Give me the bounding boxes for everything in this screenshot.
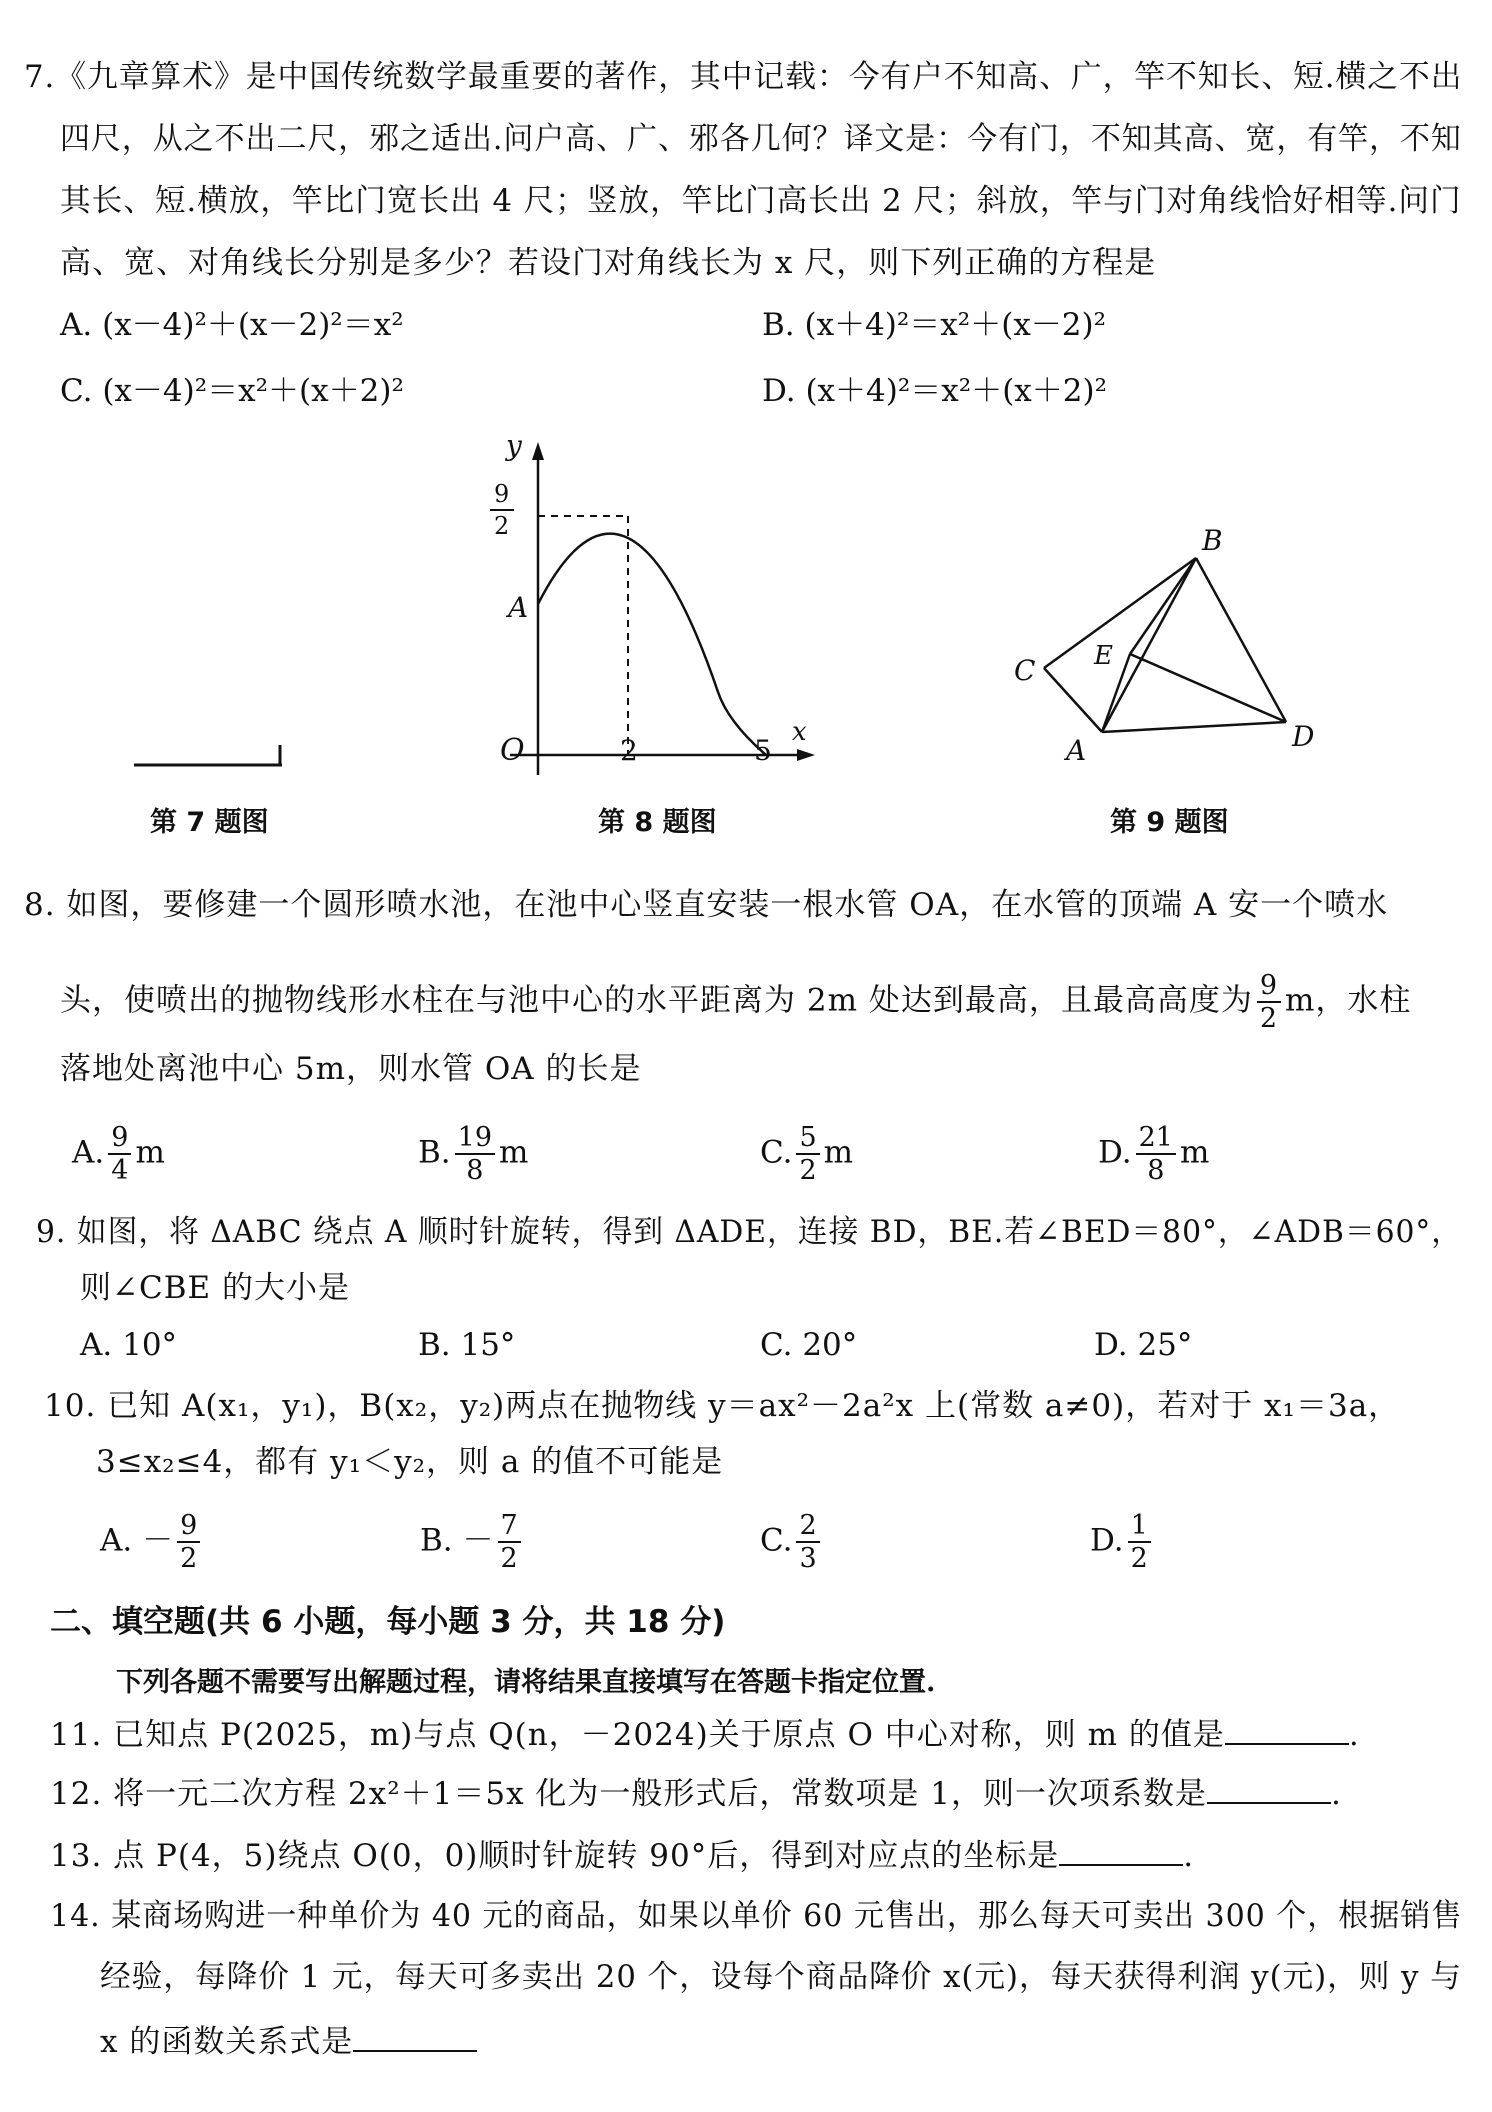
option-fraction [455,1122,495,1186]
fraction-numerator: 2 [796,1510,819,1543]
q7-option-c: C. (x－4)²＝x²＋(x＋2)² [60,373,404,409]
option-label: C. [760,1134,793,1171]
tick-5-label: 5 [754,734,772,767]
q7-option-a: A. (x－4)²＋(x－2)²＝x² [60,307,404,343]
fig9-caption: 第 9 题图 [1110,807,1229,838]
vertex-b-label: B [1202,524,1223,557]
fraction-denominator: 2 [1259,1003,1279,1034]
option-fraction [1136,1122,1176,1186]
option-fraction [796,1510,819,1574]
fraction-denominator: 2 [180,1543,198,1574]
fraction-numerator: 19 [455,1122,495,1155]
fraction-denominator: 2 [1130,1543,1148,1574]
segment-ab [1102,558,1196,732]
parabola-curve [538,534,766,755]
q7-option-b: B. (x＋4)²＝x²＋(x－2)² [762,307,1107,343]
q12-answer-blank[interactable] [1207,1774,1331,1804]
option-label: A. － [100,1522,174,1559]
option-unit: m [823,1134,854,1171]
q13-text: 13. 点 P(4，5)绕点 O(0，0)顺时针旋转 90°后，得到对应点的坐标是 [50,1838,1060,1874]
q7-line-1: 7.《九章算术》是中国传统数学最重要的著作，其中记载：今有户不知高、广，竿不知长、短.横之不出 [24,59,1463,95]
fraction-numerator: 9 [177,1510,200,1543]
option-unit: m [1179,1134,1210,1171]
q14-answer-blank[interactable] [353,2022,477,2052]
option-label: C. [760,1522,793,1559]
segment-bd [1196,558,1286,722]
q8-option-c [760,1122,853,1186]
q7-line-2: 四尺，从之不出二尺，邪之适出.问户高、广、邪各几何？译文是：今有门，不知其高、宽，有竿，不知 [60,121,1462,157]
option-fraction [108,1122,131,1186]
q10-option-a [100,1510,204,1574]
q9-option-a: A. 10° [80,1327,178,1363]
q8-line-2-suffix: m，水柱 [1285,982,1412,1019]
fraction-denominator: 2 [500,1543,518,1574]
fraction-denominator: 8 [466,1155,484,1186]
segment-cb [1044,558,1196,668]
option-label: D. [1098,1134,1132,1171]
fraction-numerator: 7 [498,1510,521,1543]
fig8-caption: 第 8 题图 [598,807,717,838]
q9-option-c: C. 20° [760,1327,858,1363]
q14-line-3 [100,2022,477,2061]
q8-option-d [1098,1122,1209,1186]
q12-text: 12. 将一元二次方程 2x²＋1＝5x 化为一般形式后，常数项是 1，则一次项系数是 [50,1776,1207,1812]
option-label: A. [72,1134,105,1171]
peak-label-numerator: 9 [494,480,510,508]
x-axis-label: x [792,717,807,747]
option-fraction [796,1122,819,1186]
q10-option-b [420,1510,525,1574]
option-fraction [1128,1510,1151,1574]
option-label: B. － [420,1522,494,1559]
q8-option-b [418,1122,528,1186]
vertex-d-label: D [1292,720,1315,753]
q8-line-3: 落地处离池中心 5m，则水管 OA 的长是 [60,1051,642,1087]
option-label: D. [1090,1522,1124,1559]
q11-text: 11. 已知点 P(2025，m)与点 Q(n，－2024)关于原点 O 中心对称，则 m 的值是 [50,1717,1225,1753]
origin-label: O [500,733,525,768]
fig9-triangles [1000,520,1340,780]
q10-line-1: 10. 已知 A(x₁，y₁)，B(x₂，y₂)两点在抛物线 y＝ax²－2a²x 上(常数 a≠0)，若对于 x₁＝3a， [44,1388,1401,1424]
fraction-numerator: 21 [1136,1122,1176,1155]
q7-line-3: 其长、短.横放，竿比门宽长出 4 尺；竖放，竿比门高长出 2 尺；斜放，竿与门对角线恰好相等.问门 [60,183,1462,219]
q14-line-1: 14. 某商场购进一种单价为 40 元的商品，如果以单价 60 元售出，那么每天可卖出 300 个，根据销售 [50,1898,1463,1934]
tick-2-label: 2 [620,734,638,767]
q10-line-2: 3≤x₂≤4，都有 y₁＜y₂，则 a 的值不可能是 [96,1444,724,1480]
fraction-numerator: 1 [1128,1510,1151,1543]
q8-line-1: 8. 如图，要修建一个圆形喷水池，在池中心竖直安装一根水管 OA，在水管的顶端 A 安一个喷水 [24,887,1389,923]
fraction-denominator: 2 [799,1155,817,1186]
q9-line-2: 则∠CBE 的大小是 [80,1270,350,1306]
vertex-a-label: A [1066,734,1087,767]
q7-line-4: 高、宽、对角线长分别是多少？若设门对角线长为 x 尺，则下列正确的方程是 [60,245,1157,281]
q8-height-fraction [1257,970,1281,1034]
q13-answer-blank[interactable] [1059,1836,1183,1866]
q14-line-2: 经验，每降价 1 元，每天可多卖出 20 个，设每个商品降价 x(元)，每天获得利润 y(元)，则 y 与 [100,1959,1462,1995]
fraction-numerator: 9 [108,1122,131,1155]
q7-option-d: D. (x＋4)²＝x²＋(x＋2)² [762,373,1108,409]
peak-label-denominator: 2 [494,512,510,540]
q9-option-d: D. 25° [1094,1327,1193,1363]
fig8-graph [470,430,830,790]
q9-option-b: B. 15° [418,1327,516,1363]
q12-line [50,1774,1342,1813]
q11-line [50,1715,1360,1754]
vertex-c-label: C [1014,654,1036,687]
y-axis-label: y [506,430,522,462]
section-2-instructions: 下列各题不需要写出解题过程，请将结果直接填写在答题卡指定位置. [116,1667,936,1698]
q11-period: . [1348,1717,1360,1753]
point-a-label: A [508,591,529,624]
x-axis-arrow-icon [797,749,815,761]
q13-period: . [1183,1838,1195,1874]
option-unit: m [499,1134,529,1171]
q13-line [50,1836,1194,1875]
option-label: B. [418,1134,451,1171]
option-unit: m [135,1134,165,1171]
fraction-numerator: 5 [796,1122,819,1155]
fraction-numerator: 9 [1257,970,1281,1003]
q10-option-c [760,1510,824,1574]
option-fraction [498,1510,521,1574]
segment-ca [1044,668,1102,732]
q14-text: x 的函数关系式是 [100,2024,354,2060]
fraction-denominator: 4 [111,1155,129,1186]
segment-be [1130,558,1196,654]
fig7-caption: 第 7 题图 [150,807,269,838]
fraction-denominator: 8 [1147,1155,1165,1186]
fig7-drawing [130,735,290,775]
y-axis-arrow-icon [532,442,544,460]
segment-ed [1130,654,1286,722]
section-2-title: 二、填空题(共 6 小题，每小题 3 分，共 18 分) [50,1604,726,1640]
q10-option-d [1090,1510,1155,1574]
q9-line-1: 9. 如图，将 ΔABC 绕点 A 顺时针旋转，得到 ΔADE，连接 BD，BE.若∠BED＝80°，∠ADB＝60°， [36,1214,1463,1250]
q8-option-a [72,1122,165,1186]
option-fraction [177,1510,200,1574]
q12-period: . [1331,1776,1342,1812]
segment-ad [1102,722,1286,732]
q11-answer-blank[interactable] [1225,1715,1349,1745]
q8-line-2-text: 头，使喷出的抛物线形水柱在与池中心的水平距离为 2m 处达到最高，且最高高度为 [60,982,1253,1019]
vertex-e-label: E [1094,641,1113,671]
q8-line-2 [60,970,1411,1034]
fraction-denominator: 3 [799,1543,817,1574]
